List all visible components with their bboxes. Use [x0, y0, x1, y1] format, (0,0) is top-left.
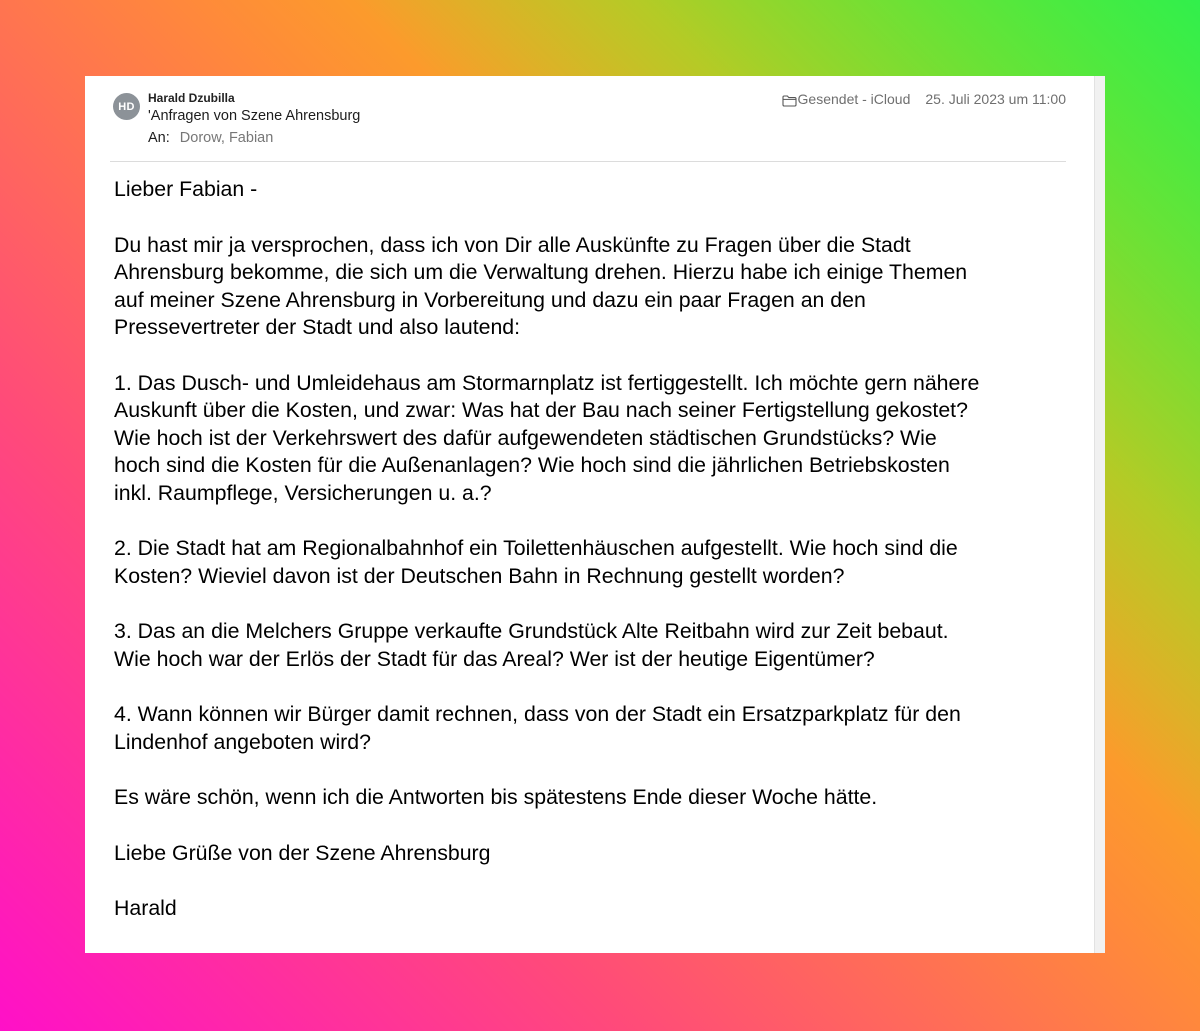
message-meta: [782, 91, 1066, 107]
message-subject: 'Anfragen von Szene Ahrensburg: [148, 108, 361, 124]
closing-paragraph: Es wäre schön, wenn ich die Antworten bis spätestens Ende dieser Woche hätte.: [114, 785, 878, 809]
message-header: [110, 91, 1066, 162]
avatar[interactable]: HD: [113, 93, 140, 120]
recipient-row: [148, 130, 273, 146]
mailbox-name[interactable]: Gesendet - iCloud: [797, 91, 911, 107]
greeting-paragraph: Lieber Fabian -: [114, 177, 258, 201]
message-body: [114, 176, 1074, 951]
signature: Harald: [114, 896, 177, 920]
question-4-paragraph: 4. Wann können wir Bürger damit rechnen, dass von der Stadt ein Ersatzparkplatz für den Lindenhof angeboten wird?: [114, 702, 961, 754]
recipient-label: An:: [148, 130, 170, 146]
question-2-paragraph: 2. Die Stadt hat am Regionalbahnhof ein Toilettenhäuschen aufgestellt. Wie hoch sind die Kosten? Wieviel davon ist der Deutschen Bahn in Rechnung gestellt worden?: [114, 536, 958, 588]
folder-icon: [782, 94, 797, 106]
regards-paragraph: Liebe Grüße von der Szene Ahrensburg: [114, 840, 491, 865]
question-3-paragraph: 3. Das an die Melchers Gruppe verkaufte Grundstück Alte Reitbahn wird zur Zeit bebaut. Wie hoch war der Erlös der Stadt für das Areal? Wer ist der heutige Eigentümer?: [114, 619, 949, 671]
question-1-paragraph: 1. Das Dusch- und Umleidehaus am Stormarnplatz ist fertiggestellt. Ich möchte gern nähere Auskunft über die Kosten, und zwar: Was hat der Bau nach seiner Fertigstellung gekostet? Wie hoch ist der Verkehrswert des dafür aufgewendeten städtischen Grundstücks? Wie hoch sind die Kosten für die Außenanlagen? Wie hoch sind die jährlichen Betriebskosten inkl. Raumpflege, Versicherungen u. a.?: [114, 370, 980, 505]
message-date: 25. Juli 2023 um 11:00: [925, 91, 1066, 107]
scrollbar[interactable]: [1094, 76, 1105, 953]
intro-paragraph: Du hast mir ja versprochen, dass ich von Dir alle Auskünfte zu Fragen über die Stadt Ahrensburg bekomme, die sich um die Verwaltung drehen. Hierzu habe ich einige Themen auf meiner Szene Ahrensburg in Vorbereitung und dazu ein paar Fragen an den Pressevertreter der Stadt und also lautend:: [114, 232, 968, 339]
recipient-name[interactable]: Dorow, Fabian: [179, 130, 274, 146]
sender-name[interactable]: Harald Dzubilla: [148, 91, 235, 105]
mail-message-view: [85, 76, 1105, 953]
